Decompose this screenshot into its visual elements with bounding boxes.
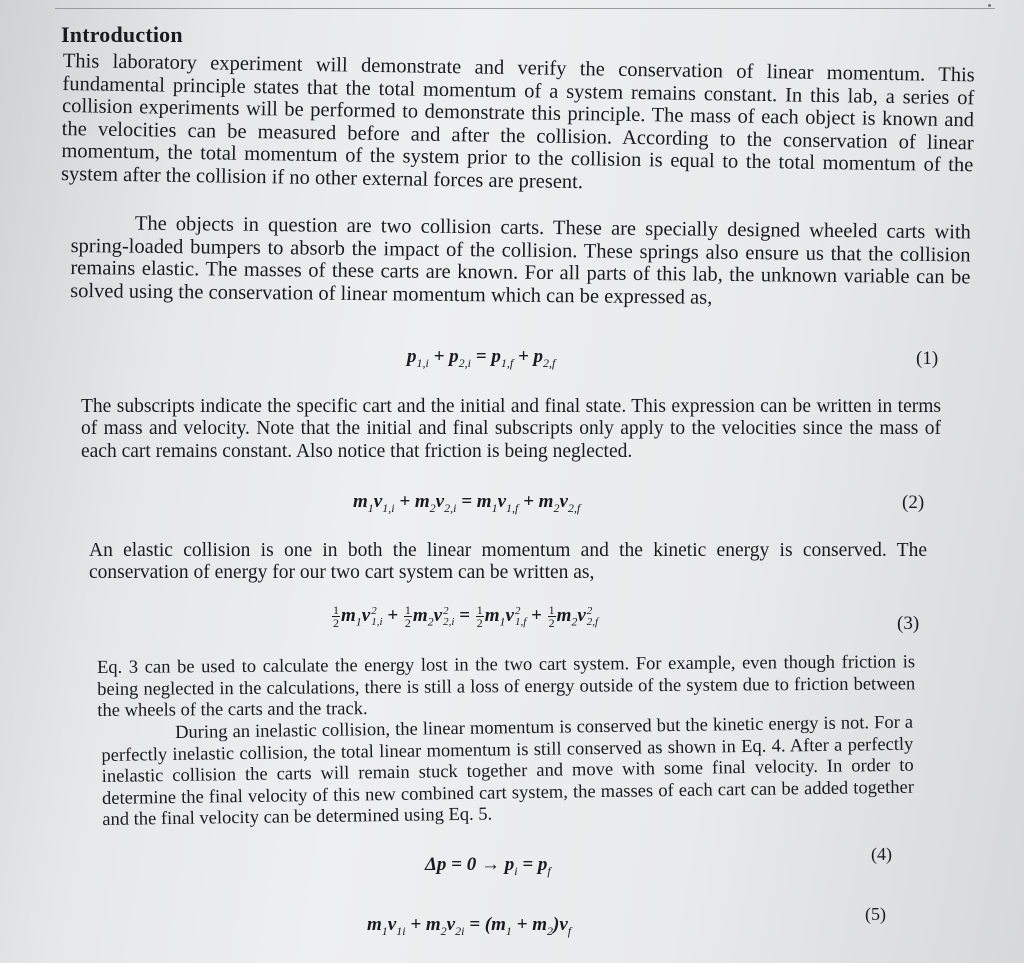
section-heading: Introduction bbox=[61, 22, 183, 47]
subscripts-paragraph: The subscripts indicate the specific cart and the initial and final state. This expression can be written in terms of mass and velocity. Note that the initial and final subscripts only apply to the velocities since the mass of each cart remains constant. Also notice that friction is being neglected. bbox=[81, 396, 941, 462]
corner-dot bbox=[988, 4, 991, 7]
elastic-paragraph: An elastic collision is one in both the linear momentum and the kinetic energy is conserved. The conservation of energy for our two cart system can be written as, bbox=[89, 540, 927, 583]
equation-3: $\frac{1}{2}$ $m_1v$ 2 1,i + $\frac{1}{2}$ $m_2v$ 2 2,i = $\frac{1}{2}$ $m_1v$ 2 1,f + $\frac{1}{2}$ $m_2v$ 2 2,f bbox=[333, 603, 599, 630]
equation-4: $\Delta p = 0 \to p_i = p_f$ bbox=[425, 854, 551, 878]
energy-loss-paragraph: Eq. 3 can be used to calculate the energy lost in the two cart system. For example, even though friction is being neglected in the calculations, there is still a loss of energy outside of the system due to friction between the wheels of the carts and the track. bbox=[97, 652, 916, 722]
equation-2-number: (2) bbox=[902, 492, 925, 513]
intro-paragraph-1: This laboratory experiment will demonstrate and verify the conservation of linear momentum. This fundamental principle states that the total momentum of a system remains constant. In this lab, a series of collision experiments will be performed to demonstrate this principle. The mass of each object is known and the velocities can be measured before and after the collision. According to the conservation of linear momentum, the total momentum of the system prior to the collision is equal to the total momentum of the system after the collision if no other external forces are present. bbox=[60, 50, 975, 194]
equation-5: $m_1v_{1i} + m_2v_{2i} = (m_1 + m_2)v_f$ bbox=[367, 914, 572, 938]
equation-4-number: (4) bbox=[871, 844, 892, 864]
equation-2: $m_1v_{1,i} + m_2v_{2,i} = m_1v_{1,f} + m_2v_{2,f}$ bbox=[353, 491, 581, 515]
equation-5-number: (5) bbox=[865, 904, 886, 924]
equation-1: $p_{1,i} + p_{2,i} = p_{1,f} + p_{2,f}$ bbox=[407, 346, 556, 370]
inelastic-paragraph: During an inelastic collision, the linear momentum is conserved but the kinetic energy is not. For a perfectly inelastic collision, the total linear momentum is still conserved as shown in Eq. 4. After a perfectly inelastic collision the carts will remain stuck together and move with some final velocity. In order to determine the final velocity of this new combined cart system, the masses of each cart can be added together and the final velocity can be determined using Eq. 5. bbox=[101, 712, 915, 831]
equation-3-number: (3) bbox=[897, 613, 920, 634]
top-rule bbox=[55, 8, 995, 9]
equation-1-number: (1) bbox=[916, 348, 939, 369]
intro-paragraph-2: The objects in question are two collision carts. These are specially designed wheeled carts with spring-loaded bumpers to absorb the impact of the collision. These springs also ensure us that the collision remains elastic. The masses of these carts are known. For all parts of this lab, the unknown variable can be solved using the conservation of linear momentum which can be expressed as, bbox=[70, 212, 971, 309]
document-page bbox=[55, 8, 995, 963]
